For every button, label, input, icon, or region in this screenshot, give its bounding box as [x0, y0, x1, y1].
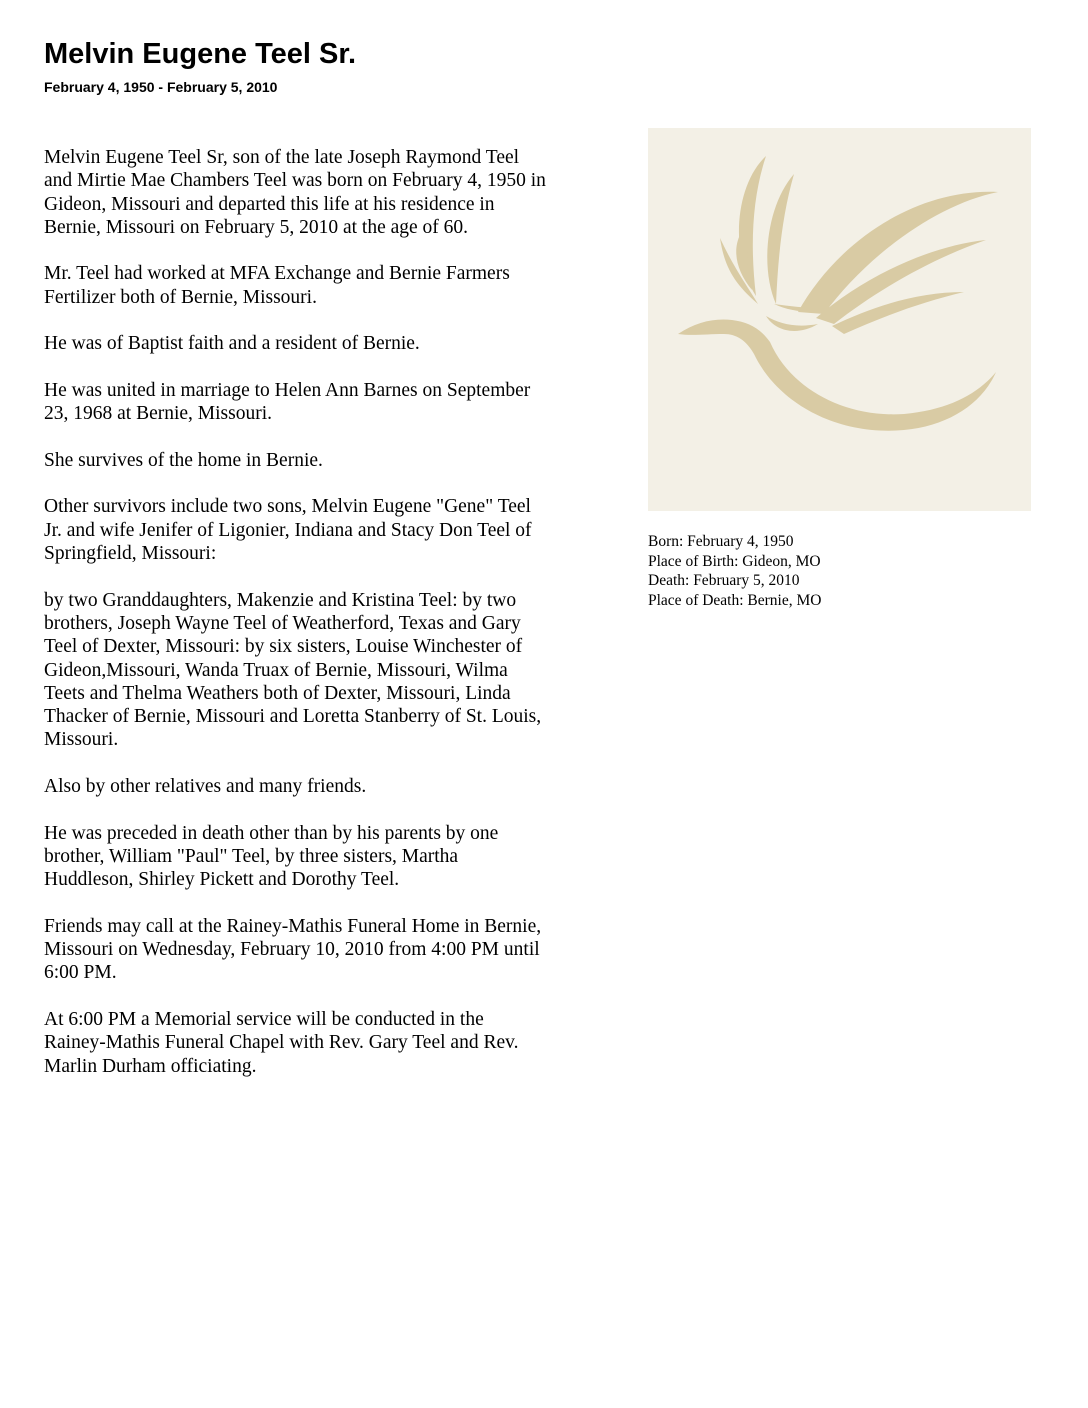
- obituary-paragraph: [44, 262, 614, 309]
- fact-death: Death: February 5, 2010: [648, 572, 800, 589]
- obituary-line: Other survivors include two sons, Melvin Eugene "Gene" Teel: [44, 496, 531, 518]
- obituary-paragraph: [44, 915, 614, 985]
- obituary-paragraph: [44, 495, 614, 565]
- obituary-line: Jr. and wife Jenifer of Ligonier, Indiana and Stacy Don Teel of: [44, 519, 532, 541]
- obituary-paragraph: [44, 775, 614, 798]
- obituary-line: Teel of Dexter, Missouri: by six sisters, Louise Winchester of: [44, 636, 523, 658]
- dove-image: [648, 128, 1031, 511]
- obituary-line: and Mirtie Mae Chambers Teel was born on February 4, 1950 in: [44, 170, 546, 192]
- obituary-paragraph: [44, 449, 614, 472]
- date-range: February 4, 1950 - February 5, 2010: [44, 79, 278, 95]
- obituary-line: Huddleson, Shirley Pickett and Dorothy Teel.: [44, 869, 400, 891]
- obituary-line: Springfield, Missouri:: [44, 543, 217, 565]
- obituary-line: At 6:00 PM a Memorial service will be conducted in the: [44, 1008, 484, 1030]
- obituary-line: Teets and Thelma Weathers both of Dexter, Missouri, Linda: [44, 682, 511, 704]
- obituary-paragraph: [44, 1008, 614, 1078]
- obituary-line: He was united in marriage to Helen Ann Barnes on September: [44, 379, 531, 401]
- obituary-line: Fertilizer both of Bernie, Missouri.: [44, 286, 317, 308]
- obituary-line: 6:00 PM.: [44, 962, 117, 984]
- obituary-line: Marlin Durham officiating.: [44, 1055, 257, 1077]
- page-title: Melvin Eugene Teel Sr.: [44, 38, 357, 70]
- obituary-paragraph: [44, 822, 614, 892]
- obituary-line: Thacker of Bernie, Missouri and Loretta Stanberry of St. Louis,: [44, 706, 542, 728]
- obituary-line: Rainey-Mathis Funeral Chapel with Rev. Gary Teel and Rev.: [44, 1032, 519, 1054]
- fact-place-of-birth: Place of Birth: Gideon, MO: [648, 552, 821, 570]
- obituary-paragraph: [44, 332, 614, 355]
- obituary-paragraph: [44, 146, 614, 239]
- obituary-line: He was of Baptist faith and a resident of Bernie.: [44, 333, 420, 355]
- obituary-line: by two Granddaughters, Makenzie and Kristina Teel: by two: [44, 589, 517, 611]
- obituary-line: Gideon, Missouri and departed this life at his residence in: [44, 193, 495, 215]
- obituary-line: Gideon,Missouri, Wanda Truax of Bernie, Missouri, Wilma: [44, 659, 508, 681]
- obituary-paragraph: [44, 589, 614, 752]
- obituary-text: [44, 146, 614, 1101]
- obituary-line: Bernie, Missouri on February 5, 2010 at the age of 60.: [44, 216, 469, 238]
- fact-born: Born: February 4, 1950: [648, 533, 794, 550]
- obituary-line: Also by other relatives and many friends.: [44, 776, 367, 798]
- obituary-line: Melvin Eugene Teel Sr, son of the late Joseph Raymond Teel: [44, 147, 520, 168]
- obituary-line: He was preceded in death other than by his parents by one: [44, 822, 499, 844]
- obituary-line: She survives of the home in Bernie.: [44, 449, 323, 471]
- dove-icon: [648, 128, 1031, 511]
- facts-list: [648, 532, 1048, 610]
- fact-place-of-death: Place of Death: Bernie, MO: [648, 591, 822, 609]
- obituary-line: brothers, Joseph Wayne Teel of Weatherford, Texas and Gary: [44, 612, 521, 634]
- obituary-line: Missouri on Wednesday, February 10, 2010 from 4:00 PM until: [44, 939, 540, 961]
- obituary-line: 23, 1968 at Bernie, Missouri.: [44, 403, 273, 425]
- obituary-line: Friends may call at the Rainey-Mathis Funeral Home in Bernie,: [44, 915, 542, 937]
- obituary-paragraph: [44, 379, 614, 426]
- obituary-line: brother, William "Paul" Teel, by three sisters, Martha: [44, 845, 459, 867]
- obituary-line: Missouri.: [44, 729, 119, 751]
- obituary-line: Mr. Teel had worked at MFA Exchange and Bernie Farmers: [44, 263, 510, 285]
